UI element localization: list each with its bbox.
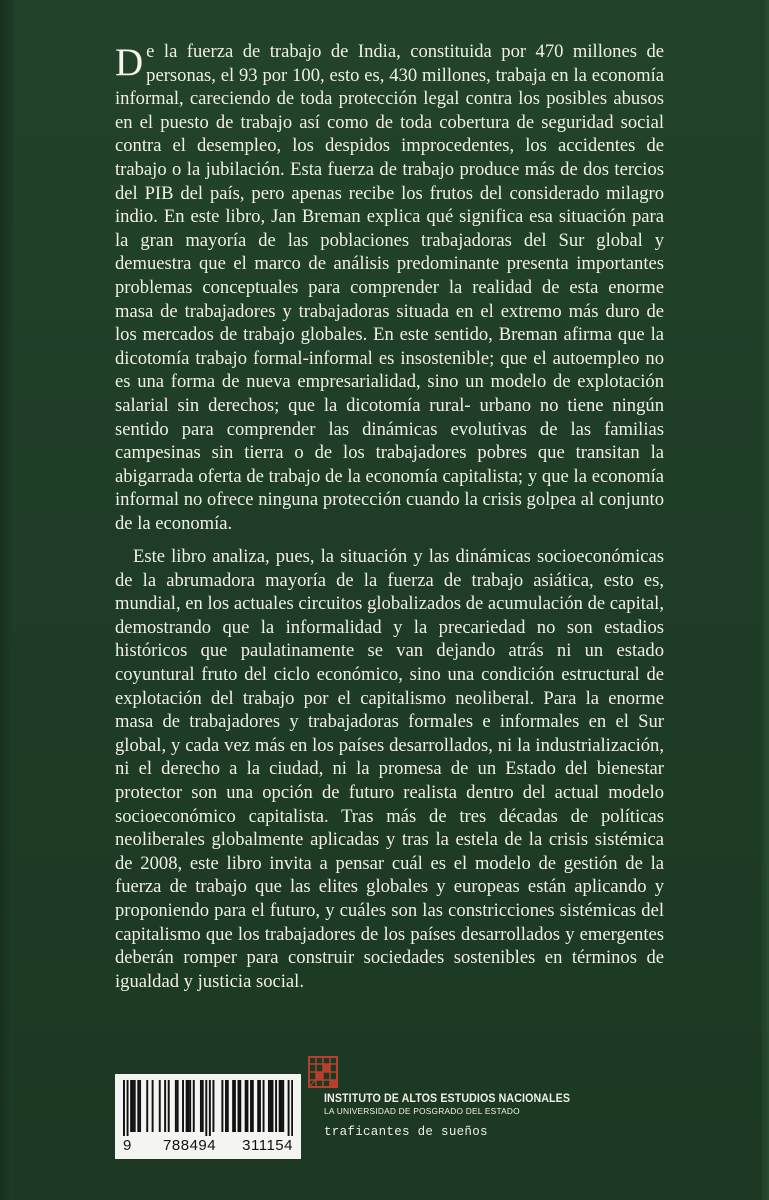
- barcode-bar: [275, 1080, 277, 1132]
- barcode-bar: [288, 1080, 290, 1136]
- barcode-bar: [209, 1080, 211, 1136]
- barcode-bar: [239, 1080, 241, 1132]
- barcode-bar: [252, 1080, 254, 1132]
- barcode-bar: [164, 1080, 166, 1132]
- barcode-bar: [282, 1080, 284, 1132]
- publisher-subtitle: LA UNIVERSIDAD DE POSGRADO DEL ESTADO: [324, 1106, 520, 1116]
- spine-edge: [0, 0, 14, 1200]
- isbn-lead-digit: 9: [123, 1137, 132, 1154]
- barcode-bar: [193, 1080, 195, 1132]
- barcode-bar: [200, 1080, 202, 1132]
- barcode-bar: [134, 1080, 136, 1132]
- synopsis-paragraph-1: [115, 40, 664, 535]
- barcode-bar: [186, 1080, 188, 1132]
- isbn-digits: [123, 1137, 293, 1154]
- barcode-bar: [263, 1080, 265, 1132]
- barcode-bar: [232, 1080, 234, 1132]
- barcode-bar: [268, 1080, 270, 1132]
- barcode-bar: [259, 1080, 261, 1132]
- barcode-bar: [291, 1080, 293, 1136]
- drop-cap: D: [115, 41, 144, 84]
- barcode-bar: [182, 1080, 184, 1132]
- barcode-bar: [159, 1080, 161, 1132]
- barcode-bar: [246, 1080, 248, 1132]
- barcode-bar: [139, 1080, 141, 1132]
- barcode-bar: [175, 1080, 177, 1132]
- barcode-bar: [146, 1080, 148, 1132]
- synopsis-paragraph-2: Este libro analiza, pues, la situación y las dinámicas socioeconómicas de la abrumadora mayoría de la fuerza de trabajo asiática, esto es, mundial, en los actuales circuitos globalizados de acumulación de capital, demostrando que la informalidad y la precariedad no son estadios históricos que paulatinamente se van dejando atrás ni un estado coyuntural fruto del ciclo económico, sino una condición estructural de explotación del trabajo por el capitalismo neoliberal. Para la enorme masa de trabajadores y trabajadoras formales e informales en el Sur global, y cada vez más en los países desarrollados, ni la industrialización, ni el derecho a la ciudad, ni la promesa de un Estado del bienestar protector son una opción de futuro realista dentro del actual modelo socioeconómico capitalista. Tras más de tres décadas de políticas neoliberales globalmente aplicadas y tras la estela de la crisis sistémica de 2008, este libro invita a pensar cuál es el modelo de gestión de la fuerza de trabajo que las elites globales y europeas están aplicando y proponiendo para el futuro, y cuáles son las constricciones sistémicas del capitalismo que los trabajadores de los países desarrollados y emergentes deberán romper para construir sociedades sostenibles en términos de igualdad y justicia social.: [115, 546, 664, 992]
- barcode-bars: [123, 1080, 293, 1136]
- barcode-bar: [205, 1080, 207, 1136]
- barcode-bar: [280, 1080, 282, 1132]
- barcode-bar: [212, 1080, 214, 1132]
- barcode-bar: [177, 1080, 179, 1132]
- barcode-bar: [189, 1080, 191, 1132]
- iaen-grid-logo-icon: [308, 1056, 338, 1088]
- isbn-digits-right: 311154: [242, 1137, 293, 1154]
- barcode-bar: [152, 1080, 154, 1132]
- barcode-bar: [127, 1080, 129, 1136]
- barcode-bar: [137, 1080, 139, 1132]
- barcode-bar: [187, 1080, 189, 1132]
- barcode-bar: [123, 1080, 125, 1136]
- barcode-bar: [238, 1080, 240, 1132]
- paragraph-1-text: e la fuerza de trabajo de India, constituida por 470 millones de personas, el 93 por 100, esto es, 430 millones, trabaja en la economía informal, careciendo de toda protección legal contra los posibles abusos en el puesto de trabajo así como de toda cobertura de seguridad social contra el desempleo, los despidos improcedentes, los accidentes de trabajo o la jubilación. Esta fuerza de trabajo produce más de dos tercios del PIB del país, pero apenas recibe los frutos del considerado milagro indio. En este libro, Jan Breman explica qué significa esa situación para la gran mayoría de las poblaciones trabajadoras del Sur global y demuestra que el marco de análisis predominante presenta importantes problemas conceptuales para comprender la realidad de esta enorme masa de trabajadores y trabajadoras situada en el extremo más duro de los mercados de trabajo globales. En este sentido, Breman afirma que la dicotomía trabajo formal-informal es insostenible; que el autoempleo no es una forma de nueva empresarialidad, sino un modelo de explotación salarial sin derechos; que la dicotomía rural- urbano no tiene ningún sentido para comprender las dinámicas evolutivas de las familias campesinas sin tierra o de los trabajadores pobres que transitan la abigarrada oferta de trabajo de la economía capitalista; y que la economía informal no ofrece ninguna protección cuando la crisis golpea al conjunto de la economía.: [115, 41, 664, 534]
- barcode-bar: [130, 1080, 132, 1132]
- barcode-bar: [225, 1080, 227, 1132]
- publisher-name: INSTITUTO DE ALTOS ESTUDIOS NACIONALES: [324, 1092, 571, 1105]
- barcode-bar: [168, 1080, 170, 1132]
- page-edge: [761, 0, 769, 1200]
- barcode-bar: [279, 1080, 281, 1132]
- barcode-bar: [227, 1080, 229, 1132]
- barcode-bar: [132, 1080, 134, 1132]
- isbn-digits-left: 788494: [163, 1137, 217, 1154]
- barcode-bar: [270, 1080, 272, 1132]
- barcode-bar: [202, 1080, 204, 1132]
- barcode-bar: [221, 1080, 223, 1132]
- co-publisher-name: traficantes de sueños: [324, 1125, 488, 1139]
- barcode-bar: [250, 1080, 252, 1132]
- barcode-bar: [234, 1080, 236, 1132]
- barcode-bar: [272, 1080, 274, 1132]
- barcode-bar: [257, 1080, 259, 1132]
- isbn-barcode: [115, 1074, 301, 1159]
- publisher-block: [324, 1056, 591, 1139]
- barcode-bar: [245, 1080, 247, 1132]
